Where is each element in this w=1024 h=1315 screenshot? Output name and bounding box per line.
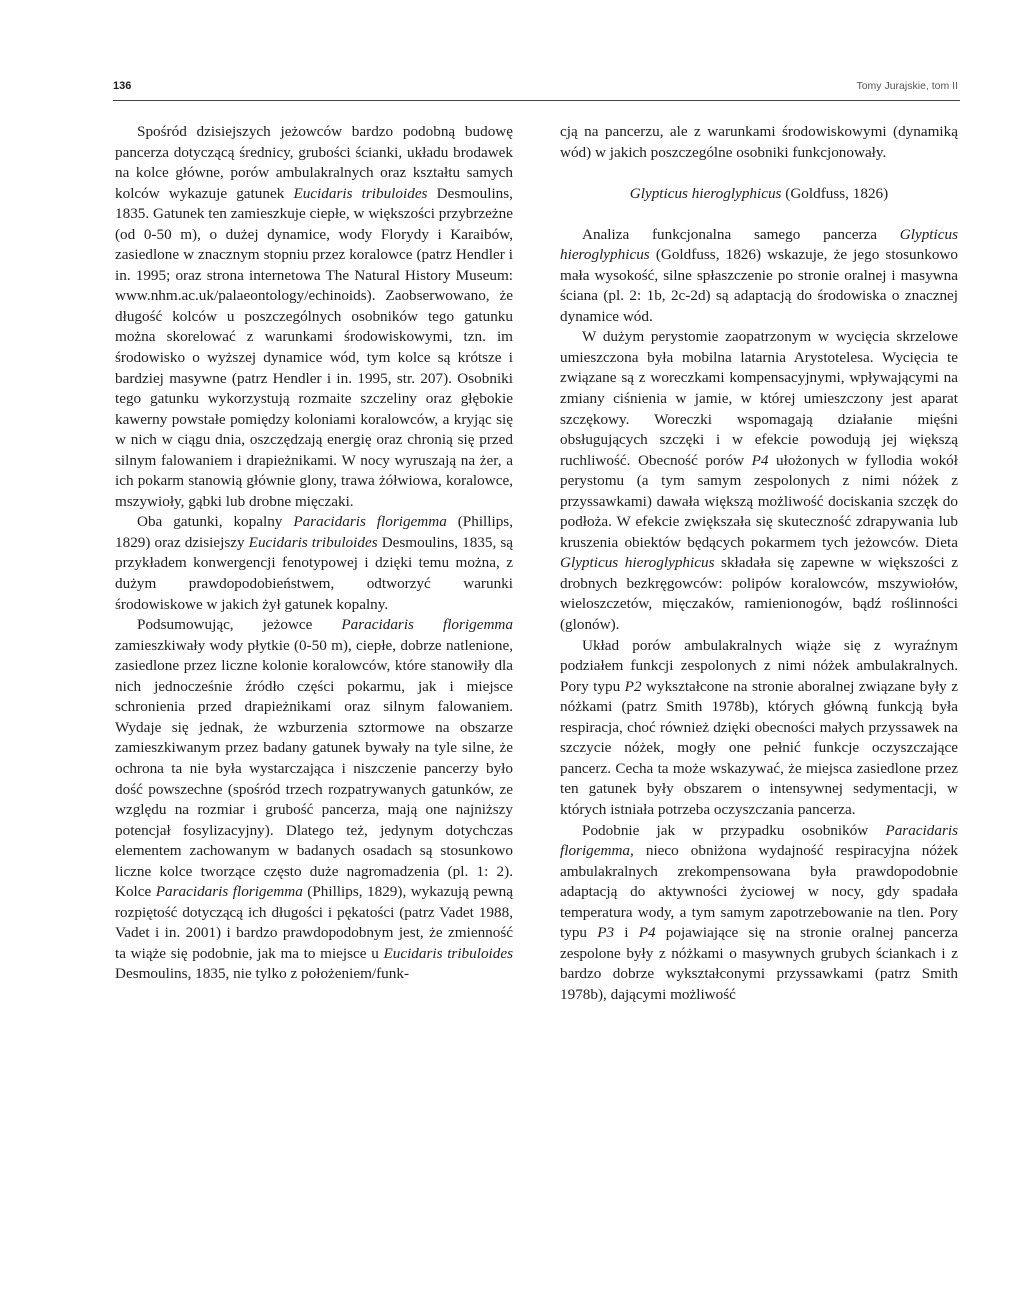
- italic-term: Glypticus hieroglyphicus: [560, 225, 958, 264]
- text-run: (Phillips, 1829), wykazują pewną rozpiętość dotyczącą ich długości i pękatości (patrz Vadet 1988, Vadet i in. 2001) i bardzo prawdopodobnym jest, że zmienność ta wiąże się podobnie, jak ma to miejsce u: [115, 883, 513, 962]
- right-column: [560, 122, 958, 1005]
- section-heading: [560, 184, 958, 205]
- page-header: [113, 78, 960, 101]
- italic-term: P4: [638, 924, 656, 942]
- text-run: Analiza funkcjonalna samego pancerza: [582, 225, 900, 243]
- text-run: zamieszkiwały wody płytkie (0-50 m), ciepłe, dobrze natlenione, zasiedlone przez liczne kolonie koralowców, które stanowiły dla nich jednocześnie źródło części pokarmu, jak i miejsce schronienia przed drapieżnikami oraz silnym falowaniem. Wydaje się jednak, że wzburzenia sztormowe na obszarze zamieszkiwanym przez badany gatunek bywały na tyle silne, że ochrona ta nie była wystarczająca i niszczenie pancerzy było dość powszechne (spośród trzech rozpatrywanych gatunków, ze względu na rozmiar i grubość pancerza, mają one najniższy potencjał fosylizacyjny). Dlatego też, jedynym dotychczas elementem zachowanym w badanych osadach są stosunkowo liczne kolce tworzące często duże nagromadzenia (pl. 1: 2). Kolce: [115, 636, 513, 901]
- running-head: Tomy Jurajskie, tom II: [856, 80, 958, 92]
- paragraph: [115, 122, 513, 512]
- text-run: Układ porów ambulakralnych wiąże się z wyraźnym podziałem funkcji zespolonych z nimi nóżek ambulakralnych. Pory typu: [560, 636, 958, 695]
- text-run: Podsumowując, jeżowce: [137, 616, 342, 634]
- paragraph: [560, 821, 958, 1006]
- text-run: Spośród dzisiejszych jeżowców bardzo podobną budowę pancerza dotyczącą średnicy, grubości ścianki, układu brodawek na kolce główne, porów ambulakralnych oraz kształtu samych kolców wykazuje gatunek: [115, 123, 513, 202]
- italic-term: Paracidaris florigemma: [155, 883, 303, 901]
- text-run: (Goldfuss, 1826): [781, 185, 889, 203]
- italic-term: Eucidaris tribuloides: [293, 184, 428, 202]
- italic-term: Paracidaris florigemma: [293, 513, 447, 531]
- paragraph: [560, 225, 958, 328]
- text-run: składała się zapewne w większości z drobnych bezkręgowców: polipów koralowców, mszywiołów, wieloszczetów, mięczaków, ramienionogów, bądź roślinności (glonów).: [560, 554, 958, 634]
- italic-term: Paracidaris florigemma: [341, 616, 513, 634]
- paragraph: [115, 615, 513, 985]
- text-run: Desmoulins, 1835, nie tylko z położeniem/funk-: [115, 965, 409, 983]
- text-run: (Goldfuss, 1826) wskazuje, że jego stosunkowo mała wysokość, silne spłaszczenie po stronie oralnej i masywna ściana (pl. 2: 1b, 2c-2d) są adaptacją do środowiska o znacznej dynamice wód.: [560, 246, 958, 325]
- left-column: [115, 122, 513, 985]
- text-run: wykształcone na stronie aboralnej związane były z nóżkami (patrz Smith 1978b), których główną funkcją była respiracja, choć również dzięki obecności małych przyssawek na szczycie nóżek, mogły one pełnić funkcje oczyszczające pancerz. Cecha ta może wskazywać, że miejsca zasiedlone przez ten gatunek były obszarem o intensywnej sedymentacji, w których istniała potrzeba oczyszczania pancerza.: [560, 677, 958, 818]
- italic-term: Glypticus hieroglyphicus: [629, 185, 782, 203]
- text-run: Desmoulins, 1835, są przykładem konwergencji fenotypowej i dzięki temu można, z dużym prawdopodobieństwem, odtworzyć warunki środowiskowe w jakich żył gatunek kopalny.: [115, 533, 514, 613]
- italic-term: Paracidaris florigemma: [560, 821, 958, 860]
- page-number: 136: [113, 80, 132, 92]
- text-run: pojawiające się na stronie oralnej pancerza zespolone były z nóżkami o masywnych grubych ściankach i z bardzo dobrze wykształconymi przyssawkami (patrz Smith 1978b), dającymi możliwość: [560, 924, 958, 1003]
- text-run: Podobnie jak w przypadku osobników: [582, 821, 886, 839]
- text-run: ułożonych w fyllodia wokół perystomu (a tym samym zespolonych z nimi nóżek z przyssawkami) dawała większą możliwość dociskania szczęk do podłoża. W efekcie zwiększała się skuteczność zdrapywania lub kruszenia obiektów będących pokarmem tych jeżowców. Dieta: [560, 451, 958, 551]
- text-run: cją na pancerzu, ale z warunkami środowiskowymi (dynamiką wód) w jakich poszczególne osobniki funkcjonowały.: [560, 123, 958, 161]
- text-run: Desmoulins, 1835. Gatunek ten zamieszkuje ciepłe, w większości przybrzeżne (od 0-50 m), o dużej dynamice, wody Florydy i Karaibów, zasiedlone w znacznym stopniu przez koralowce (patrz Hendler i in. 1995; oraz strona internetowa The Natural History Museum: www.nhm.ac.uk/palaeontology/echinoids). Zaobserwowano, że długość kolców u poszczególnych osobników tego gatunku można skorelować z warunkami środowiskowymi, tzn. im środowisko o wyższej dynamice wód, tym kolce są krótsze i bardziej masywne (patrz Hendler i in. 1995, str. 207). Osobniki tego gatunku wykorzystują rozmaite szczeliny oraz głębokie kawerny powstałe pomiędzy koloniami koralowców, a kryjąc się w nich w ciągu dnia, oszczędzają energię oraz chronią się przed silnym falowaniem i drapieżnikami. W nocy wyruszają na żer, a ich pokarm stanowią głównie glony, trawa żółwiowa, koralowce, mszywioły, gąbki lub drobne mięczaki.: [115, 184, 513, 510]
- paragraph: [560, 636, 958, 821]
- italic-term: P2: [624, 677, 642, 695]
- text-run: (Phillips, 1829) oraz dzisiejszy: [115, 513, 513, 551]
- text-run: i: [614, 924, 639, 942]
- paragraph: [560, 327, 958, 635]
- paragraph: [115, 512, 513, 615]
- italic-term: P4: [751, 451, 769, 469]
- italic-term: Eucidaris tribuloides: [248, 533, 378, 551]
- text-run: Oba gatunki, kopalny: [137, 513, 294, 531]
- text-run: W dużym perystomie zaopatrzonym w wycięcia skrzelowe umieszczona była mobilna latarnia Arystotelesa. Wycięcia te związane są z woreczkami kompensacyjnymi, wpływającymi na zmiany ciśnienia w jamie, w której umieszczony jest aparat szczękowy. Woreczki wspomagają działanie mięśni obsługujących szczęki i w efekcie powodują jej większą ruchliwość. Obecność porów: [560, 328, 958, 469]
- paragraph: [560, 122, 958, 163]
- italic-term: Eucidaris tribuloides: [383, 944, 514, 962]
- italic-term: Glypticus hieroglyphicus: [560, 554, 715, 572]
- italic-term: P3: [597, 924, 615, 942]
- text-run: , nieco obniżona wydajność respiracyjna nóżek ambulakralnych zrekompensowana była prawdopodobnie adaptacją do aktywności życiowej w nocy, gdy spadała temperatura wody, a tym samym zapotrzebowanie na tlen. Pory typu: [560, 842, 958, 942]
